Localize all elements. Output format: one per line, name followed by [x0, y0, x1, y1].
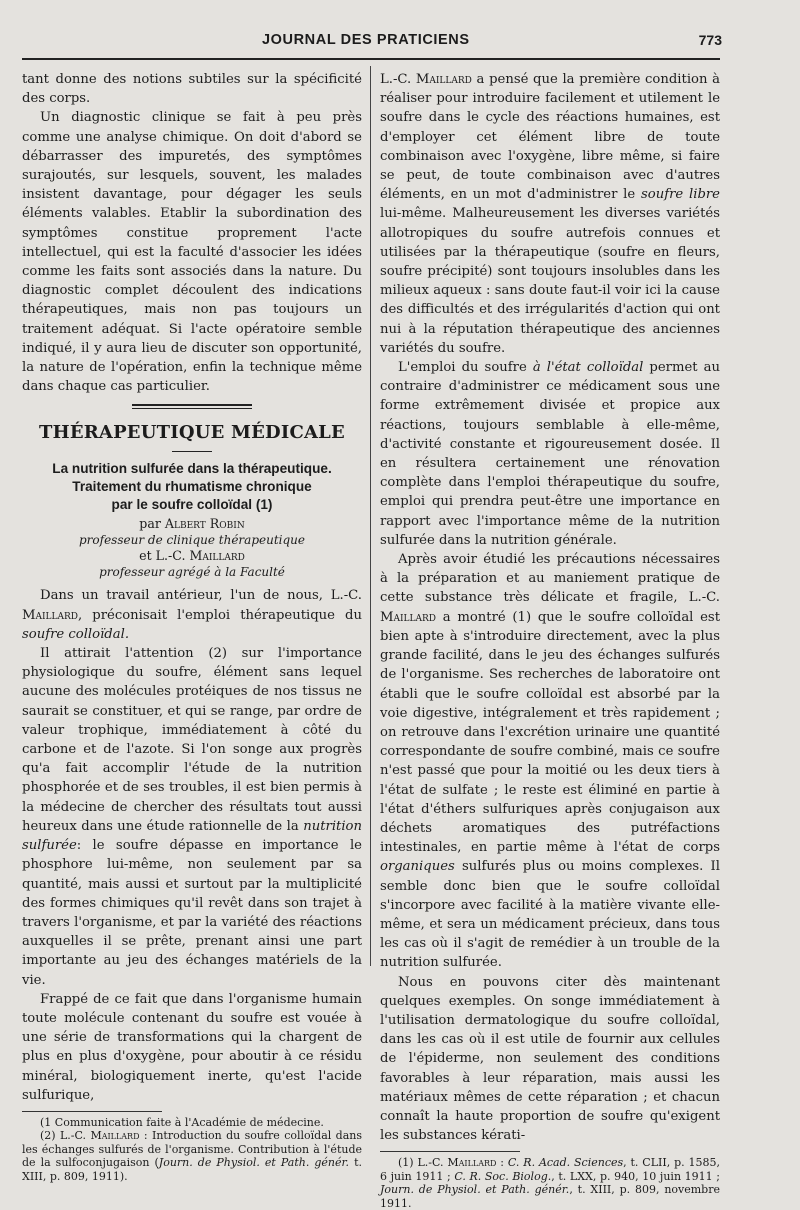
- footnote: [22, 1129, 362, 1183]
- emphasis: soufre colloïdal.: [22, 626, 130, 642]
- emphasis: soufre libre: [641, 187, 720, 203]
- emphasis: Journ. de Physiol. et Path. génér.: [380, 1183, 570, 1197]
- emphasis: Journ. de Physiol. et Path. génér.: [158, 1156, 350, 1170]
- journal-title: JOURNAL DES PRATICIENS: [262, 32, 470, 48]
- author-name: Albert Robin: [164, 516, 245, 532]
- text-run: permet au contraire d'administrer ce médicament sous une forme extrêmement divisée et propice aux réactions, toujours semblable à elle-même, d'activité constante et rigoureusement dosée. Il en résultera certainement une rénovation complète dans l'emploi thérapeutique du soufre, emploi qui prendra peut-être une importance en rapport avec l'importance même de la nutrition sulfurée dans la nutrition générale.: [380, 360, 720, 548]
- paragraph: [22, 586, 362, 644]
- text-run: lui-même. Malheureusement les diverses variétés allotropiques du soufre autrefois connues et utilisées par la thérapeutique (soufre en fleurs, soufre précipité) sont toujours insolubles dans les milieux aqueux : sans doute faut-il voir ici la cause des difficultés et des irrégularités d'action qui ont nui à la réputation thérapeutique des anciennes variétés du soufre.: [380, 206, 720, 356]
- text-run: Dans un travail antérieur, l'un de nous, L.-C.: [40, 588, 362, 604]
- footnote-rule: [22, 1111, 162, 1112]
- paragraph: [380, 550, 720, 972]
- running-header: [22, 32, 722, 54]
- author-role: professeur agrégé à la Faculté: [99, 565, 285, 580]
- emphasis: C. R. Soc. Biolog.: [454, 1169, 552, 1183]
- text-run: (2) L.-C.: [40, 1129, 87, 1143]
- paragraph: tant donne des notions subtiles sur la spécificité des corps.: [22, 72, 362, 107]
- text-run: t. XIII, p. 809, 1911).: [22, 1156, 362, 1183]
- byline-author1: [22, 516, 362, 532]
- article-title-line: La nutrition sulfurée dans la thérapeutique.: [52, 461, 332, 477]
- column-divider: [370, 66, 371, 966]
- paragraph: [380, 70, 720, 358]
- paragraph: [22, 644, 362, 990]
- author-name: L.-C. Maillard: [155, 548, 245, 564]
- text-run: L'emploi du soufre: [398, 360, 527, 376]
- by-par: par: [139, 516, 161, 532]
- article-title: [22, 460, 362, 514]
- emphasis: C. R. Acad. Sciences: [507, 1156, 624, 1170]
- paragraph: [380, 358, 720, 550]
- footnotes: [380, 1156, 720, 1210]
- author-name: Maillard: [380, 609, 437, 625]
- text-run: , t. LXX, p. 940, 10 juin 1911 ;: [551, 1169, 720, 1183]
- section-title: THÉRAPEUTIQUE MÉDICALE: [39, 422, 345, 444]
- text-run: (1) L.-C.: [398, 1156, 444, 1170]
- author-name: Maillard: [447, 1156, 497, 1170]
- footnote-rule: [380, 1151, 520, 1152]
- text-run: a montré (1) que le soufre colloïdal est bien apte à s'introduire directement, avec la plus grande facilité, dans le jeu des échanges sulfurés de l'organisme. Ses recherches de laboratoire ont établi que le soufre colloïdal est absorbé par la voie digestive, intégralement et très rapidement ; on retrouve dans l'excrétion urinaire une quantité correspondante de soufre combiné, mais ce soufre n'est passé que pour la moitié ou les deux tiers à l'état de sulfate ; le reste est éliminé en partie à l'état d'éthers sulfuriques après conjugaison aux déchets aromatiques des putréfactions intestinales, en partie même à l'état de corps: [380, 609, 720, 856]
- emphasis: nutrition sulfurée: [22, 818, 362, 854]
- text-run: : le soufre dépasse en importance le phosphore lui-même, non seulement par sa quantité, mais aussi et surtout par la multiplicité des formes chimiques qu'il revêt dans son trajet à travers l'organisme, et par la variété des réactions auxquelles il se prête, prenant ainsi une part importante au jeu des échanges matériels de la vie.: [22, 838, 362, 988]
- text-run: , t. CLII, p. 1585, 6 juin 1911 ;: [380, 1156, 720, 1183]
- header-rule: [22, 58, 720, 60]
- author-name: L.-C. Maillard: [380, 72, 472, 87]
- text-run: , t. XIII, p. 809, novembre 1911.: [380, 1183, 720, 1210]
- author-name: Maillard: [90, 1129, 140, 1143]
- emphasis: à l'état colloïdal: [532, 360, 644, 376]
- article-title-line: Traitement du rhumatisme chronique: [72, 479, 312, 495]
- paragraph: Frappé de ce fait que dans l'organisme humain toute molécule contenant du soufre est vouée à une série de transformations qui la chargent de plus en plus d'oxygène, pour aboutir à ce résidu minéral, biologiquement inerte, qu'est l'acide sulfurique,: [22, 991, 362, 1103]
- emphasis: organiques: [380, 859, 455, 875]
- paragraph: Un diagnostic clinique se fait à peu près comme une analyse chimique. On doit d'abord se débarrasser des impuretés, des symptômes surajoutés, sur lesquels, souvent, les malades insistent davantage, pour dégager les seuls éléments valables. Etablir la subordination des symptômes constitue proprement l'acte intellectuel, qui est la faculté d'associer les idées comme les faits sont associés dans la nature. Du diagnostic complet découlent des indications thérapeutiques, mais non pas toujours un traitement adéquat. Si l'acte opératoire semble indiqué, il y aura lieu de discuter son opportunité, la nature de l'opération, enfin la technique même dans chaque cas particulier.: [22, 110, 362, 395]
- text-run: Il attirait l'attention (2) sur l'importance physiologique du soufre, élément sans lequel aucune des molécules protéiques de nos tissus ne saurait se constituer, et qui se range, par ordre de valeur trophique, immédiatement à côté du carbone et de l'azote. Si l'on songe aux progrès qu'a fait accomplir l'étude de la nutrition phosphorée et de ses troubles, il est bien permis à la médecine de chercher des résultats tout aussi heureux dans une étude rationnelle de la: [22, 646, 362, 834]
- text-run: Après avoir étudié les précautions nécessaires à la préparation et au maniement pratique de cette substance très délicate et fragile, L.-C.: [380, 552, 720, 606]
- text-run: a pensé que la première condition à réaliser pour introduire facilement et utilement le soufre dans le cycle des réactions humaines, est d'employer cet élément libre de toute combinaison avec l'oxygène, libre même, si faire se peut, de toute combinaison avec d'autres éléments, en un mot d'administrer le: [380, 72, 720, 203]
- footnote: (1 Communication faite à l'Académie de médecine.: [40, 1115, 324, 1129]
- section-rule: [132, 404, 252, 406]
- author-role: professeur de clinique thérapeutique: [79, 533, 305, 548]
- page-number: 773: [698, 32, 722, 48]
- author-name: Maillard: [22, 607, 79, 623]
- paragraph: Nous en pouvons citer dès maintenant quelques exemples. On songe immédiatement à l'utilisation dermatologique du soufre colloïdal, dans les cas où il est utile de fournir aux cellules de l'épiderme, non seulement des conditions favorables à leur réparation, mais aussi les matériaux mêmes de cette réparation ; et chacun connaît la haute proportion de soufre qu'exigent les substances kérati-: [380, 974, 720, 1144]
- text-run: sulfurés plus ou moins complexes. Il semble donc bien que le soufre colloïdal s'incorpore avec facilité à la matière vivante elle-même, et sera un médicament précieux, dans tous les cas où il s'agit de remédier à un trouble de la nutrition sulfurée.: [380, 859, 720, 971]
- text-run: , préconisait l'emploi thérapeutique du: [78, 607, 362, 623]
- article-title-line: par le soufre colloïdal (1): [111, 497, 273, 513]
- by-et: et: [139, 548, 152, 564]
- footnotes: [22, 1116, 362, 1184]
- left-column: [22, 70, 362, 1183]
- text-run: : Introduction du soufre colloïdal dans les échanges sulfurés de l'organisme. Contribution à l'étude de la sulfoconjugaison (: [22, 1129, 362, 1170]
- right-column: [380, 70, 720, 1210]
- footnote: [380, 1156, 720, 1210]
- section-underline: [172, 451, 212, 452]
- text-run: :: [496, 1156, 508, 1170]
- byline-author2: [22, 548, 362, 564]
- section-rule: [132, 408, 252, 409]
